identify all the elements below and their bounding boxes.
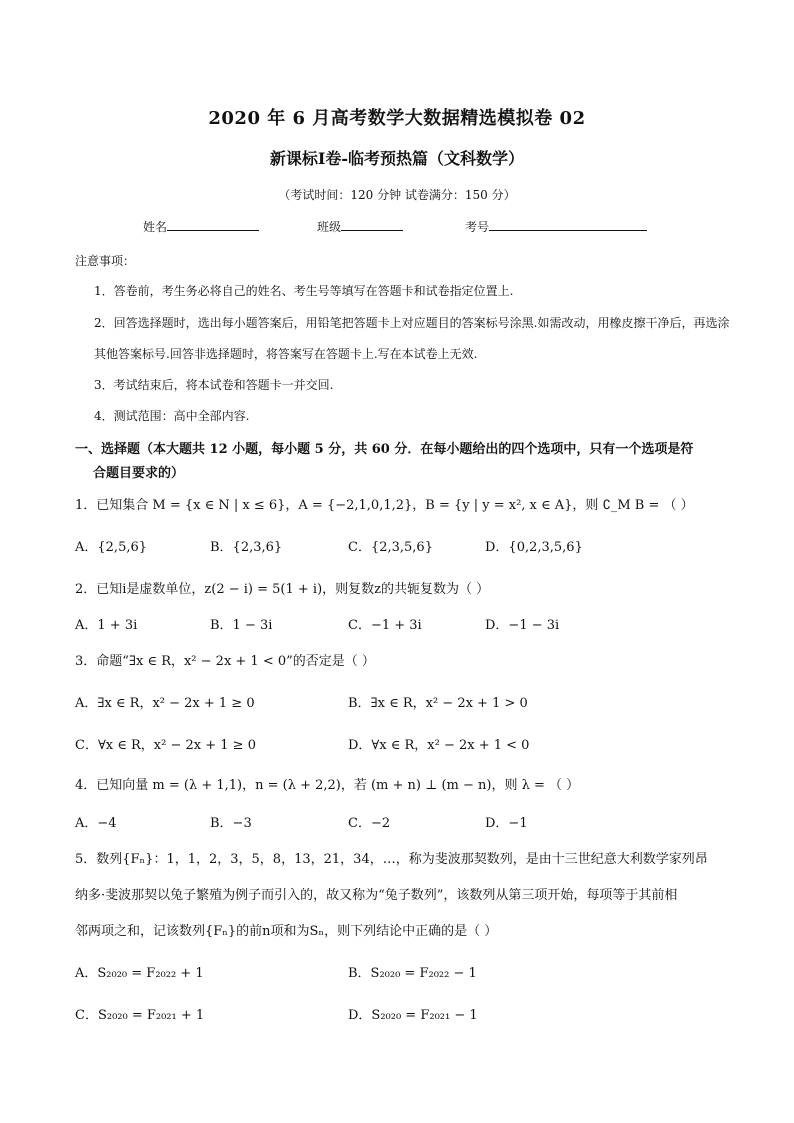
question-2-option-b: B．1 − 3i: [210, 618, 273, 633]
question-4-option-c: C．−2: [348, 816, 391, 831]
number-blank: [489, 218, 647, 231]
question-2-option-c: C．−1 + 3i: [348, 618, 422, 633]
class-blank: [341, 218, 403, 231]
question-3-stem: 3．命题“∃x ∈ R，x² − 2x + 1 < 0”的否定是（ ）: [75, 654, 375, 669]
question-4-option-b: B．−3: [210, 816, 252, 831]
question-4-option-a: A．−4: [75, 816, 117, 831]
question-4-stem: 4．已知向量 m = (λ + 1,1)，n = (λ + 2,2)，若 (m + n) ⊥ (m − n)，则 λ = （ ）: [75, 778, 580, 793]
question-3-option-a: A．∃x ∈ R，x² − 2x + 1 ≥ 0: [75, 696, 255, 711]
question-2-option-d: D．−1 − 3i: [485, 618, 560, 633]
question-1-option-d: D．{0,2,3,5,6}: [485, 540, 583, 555]
page-title: 2020 年 6 月高考数学大数据精选模拟卷 02: [208, 108, 586, 129]
question-2-option-a: A．1 + 3i: [75, 618, 138, 633]
notice-item-1: 1．答卷前，考生务必将自己的姓名、考生号等填写在答题卡和试卷指定位置上.: [94, 284, 514, 298]
question-2-stem: 2．已知i是虚数单位，z(2 − i) = 5(1 + i)，则复数z的共轭复数为（ ）: [75, 582, 490, 597]
question-5-option-d: D．S₂₀₂₀ = F₂₀₂₁ − 1: [348, 1008, 478, 1023]
question-1-option-a: A．{2,5,6}: [75, 540, 148, 555]
notice-item-3: 3．考试结束后，将本试卷和答题卡一并交回.: [94, 378, 334, 392]
class-label: 班级: [317, 220, 342, 234]
question-5-stem-line-1: 5．数列{Fₙ}：1，1，2，3，5，8，13，21，34，…，称为斐波那契数列，是由十三世纪意大利数学家列昂: [75, 852, 708, 867]
notice-heading: 注意事项：: [75, 254, 136, 268]
question-5-option-a: A．S₂₀₂₀ = F₂₀₂₂ + 1: [75, 966, 204, 981]
name-field: [143, 218, 259, 235]
name-label: 姓名: [143, 220, 168, 234]
question-3-option-b: B．∃x ∈ R，x² − 2x + 1 > 0: [348, 696, 528, 711]
question-5-option-c: C．S₂₀₂₀ = F₂₀₂₁ + 1: [75, 1008, 205, 1023]
class-field: [317, 218, 403, 235]
notice-item-2-line-2: 其他答案标号.回答非选择题时，将答案写在答题卡上.写在本试卷上无效.: [94, 347, 478, 361]
number-label: 考号: [465, 220, 490, 234]
question-1-option-b: B．{2,3,6}: [210, 540, 283, 555]
notice-item-2-line-1: 2．回答选择题时，选出每小题答案后，用铅笔把答题卡上对应题目的答案标号涂黑.如需改动，用橡皮擦干净后，再选涂: [94, 316, 730, 330]
exam-time-info: （考试时间：120 分钟 试卷满分：150 分）: [278, 188, 516, 202]
page-subtitle: 新课标Ⅰ卷-临考预热篇（文科数学）: [269, 149, 525, 168]
question-3-option-d: D．∀x ∈ R，x² − 2x + 1 < 0: [348, 738, 530, 753]
question-5-stem-line-2: 纳多·斐波那契以兔子繁殖为例子而引入的，故又称为“兔子数列”，该数列从第三项开始，每项等于其前相: [75, 888, 678, 903]
question-3-option-c: C．∀x ∈ R，x² − 2x + 1 ≥ 0: [75, 738, 256, 753]
notice-item-4: 4．测试范围：高中全部内容.: [94, 409, 250, 423]
question-5-option-b: B．S₂₀₂₀ = F₂₀₂₂ − 1: [348, 966, 477, 981]
question-4-option-d: D．−1: [485, 816, 528, 831]
question-1-option-c: C．{2,3,5,6}: [348, 540, 433, 555]
section-heading-line-1: 一、选择题（本大题共 12 小题，每小题 5 分，共 60 分．在每小题给出的四个选项中，只有一个选项是符: [75, 442, 694, 457]
question-1-stem: 1．已知集合 M = {x ∈ N | x ≤ 6}，A = {−2,1,0,1,2}，B = {y | y = x², x ∈ A}，则 ∁_M B = （ ）: [75, 498, 694, 513]
question-5-stem-line-3: 邻两项之和，记该数列{Fₙ}的前n项和为Sₙ，则下列结论中正确的是（ ）: [75, 924, 498, 939]
name-blank: [167, 218, 259, 231]
section-heading-line-2: 合题目要求的）: [93, 466, 185, 481]
number-field: [465, 218, 647, 235]
